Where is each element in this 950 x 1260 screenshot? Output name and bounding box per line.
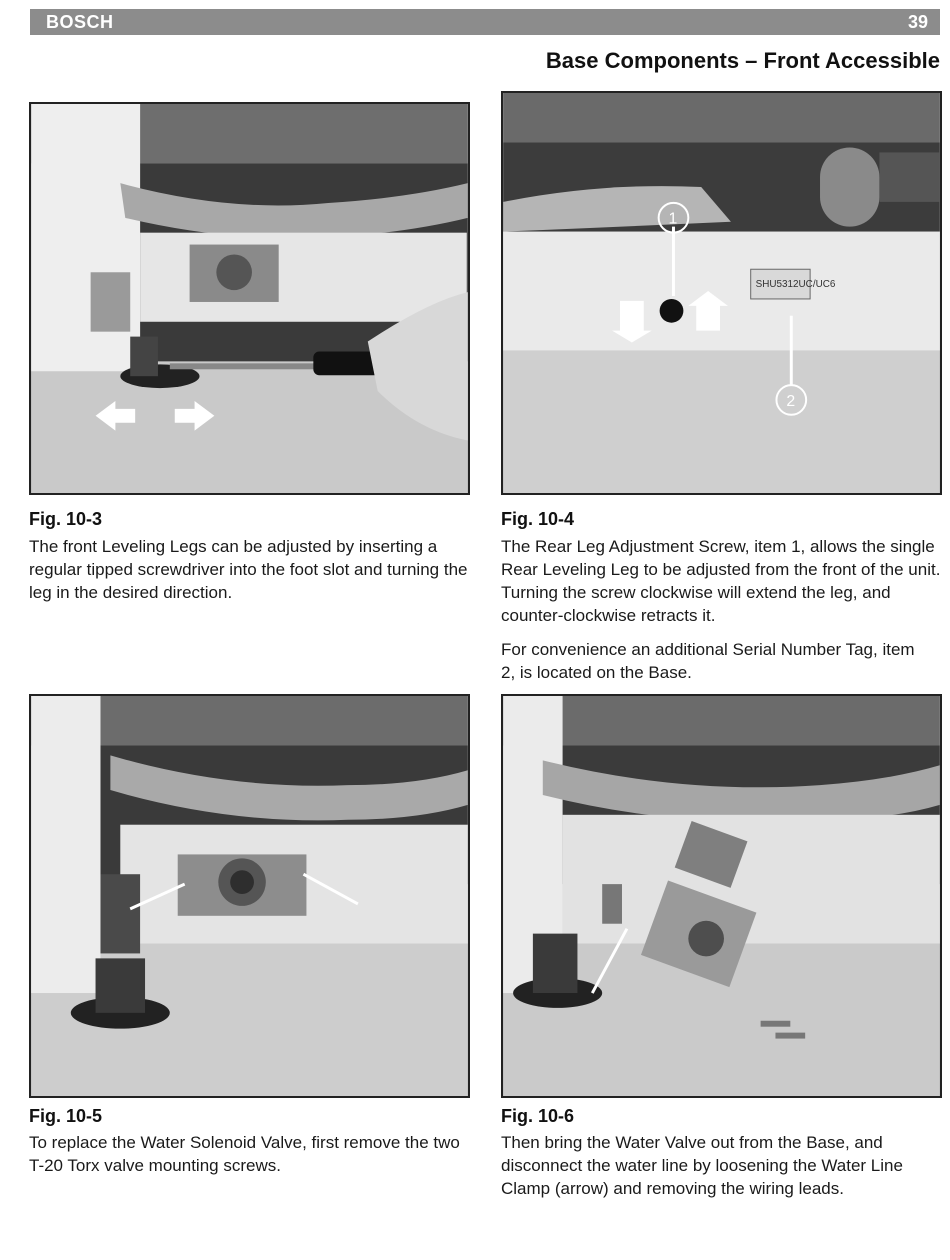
page-number: 39	[907, 12, 928, 32]
rear-leg-screw-photo	[503, 93, 940, 493]
fig-10-3-label: Fig. 10-3	[29, 509, 103, 529]
serial-tag-text: SHU5312UC/UC6	[755, 279, 836, 291]
figure-10-4-photo	[501, 91, 942, 495]
figure-10-6-photo	[501, 694, 942, 1098]
solenoid-valve-photo	[31, 696, 468, 1096]
fig-10-5-caption: To replace the Water Solenoid Valve, first remove the two T-20 Torx valve mounting screws.	[29, 1133, 460, 1175]
fig-10-6-label: Fig. 10-6	[501, 1106, 575, 1126]
fig-10-3-caption: The front Leveling Legs can be adjusted by inserting a regular tipped screwdriver into the foot slot and turning the leg in the desired direction.	[29, 537, 468, 602]
fig-10-6-caption: Then bring the Water Valve out from the Base, and disconnect the water line by loosening the Water Line Clamp (arrow) and removing the wiring leads.	[501, 1133, 903, 1198]
section-title: Base Components – Front Accessible	[545, 48, 940, 73]
callout-1-label: 1	[668, 210, 678, 228]
fig-10-5-label: Fig. 10-5	[29, 1106, 103, 1126]
brand-logo: BOSCH	[46, 12, 114, 32]
water-valve-removed-photo	[503, 696, 940, 1096]
callout-2-label: 2	[786, 392, 796, 410]
fig-10-4-label: Fig. 10-4	[501, 509, 575, 529]
header-bar	[30, 9, 940, 35]
figure-10-3-photo	[29, 102, 470, 495]
fig-10-4-caption: The Rear Leg Adjustment Screw, item 1, allows the single Rear Leveling Leg to be adjusted from the front of the unit. Turning the screw clockwise will extend the leg, and counter-clockwise retracts it.	[501, 537, 941, 625]
figure-10-5-photo	[29, 694, 470, 1098]
leveling-leg-photo	[31, 104, 468, 493]
fig-10-4-caption-2: For convenience an additional Serial Number Tag, item 2, is located on the Base.	[501, 640, 915, 682]
